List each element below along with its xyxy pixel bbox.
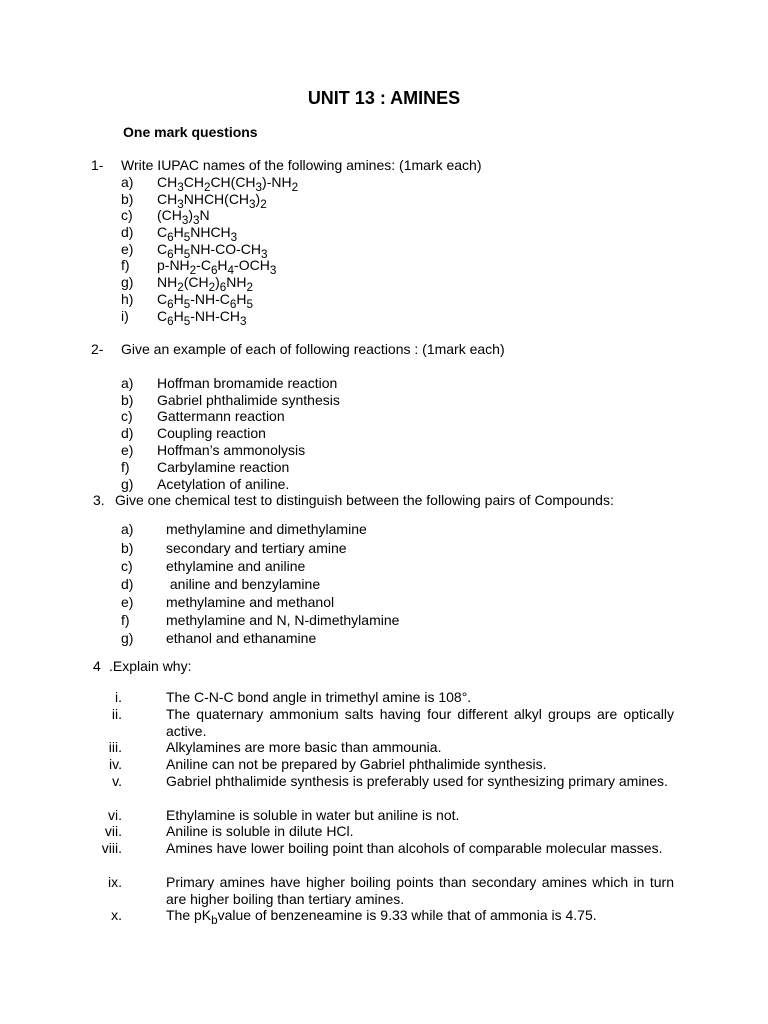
q3-item-label: a) xyxy=(121,521,134,537)
q2-item-text: Acetylation of aniline. xyxy=(157,476,290,492)
q2-item-label: g) xyxy=(121,476,134,492)
q2-item-text: Hoffman’s ammonolysis xyxy=(157,442,306,458)
q2-item-text: Gattermann reaction xyxy=(157,408,285,424)
q4-item-label: viii. xyxy=(101,840,122,856)
q3-item-text: methylamine and N, N-dimethylamine xyxy=(166,612,400,628)
q4-item-label: ix. xyxy=(108,874,122,890)
q4-number: 4 xyxy=(93,658,101,674)
q4-item-label: ii. xyxy=(111,706,122,722)
q4-item-label: x. xyxy=(111,907,122,923)
q1-number: 1- xyxy=(91,157,104,173)
q4-item-label: iii. xyxy=(108,739,122,755)
q3-number: 3. xyxy=(93,492,105,508)
q2-item-label: a) xyxy=(121,375,134,391)
q1-item-label: h) xyxy=(121,291,134,307)
q4-item-text: Amines have lower boiling point than alcohols of comparable molecular masses. xyxy=(166,840,663,856)
q3-item-label: d) xyxy=(121,576,134,592)
q1-item-formula: $C_6H_5-NH-C_6H_5$ xyxy=(157,291,253,311)
q3-item-label: c) xyxy=(121,558,133,574)
q1-item-label: a) xyxy=(121,174,134,190)
q4-item-text: Gabriel phthalimide synthesis is preferably used for synthesizing primary amines. xyxy=(166,773,668,789)
q1-item-label: b) xyxy=(121,191,134,207)
q1-item-label: i) xyxy=(121,308,129,324)
q1-item-label: e) xyxy=(121,241,134,257)
q1-item-label: c) xyxy=(121,207,133,223)
q1-item-formula: $CH_3NHCH(CH_3)_2$ xyxy=(157,191,267,211)
q1-item-formula: $p-NH_2-C_6H_4-OCH_3$ xyxy=(157,257,277,277)
q4-item-text: Ethylamine is soluble in water but aniline is not. xyxy=(166,807,460,823)
q2-item-text: Carbylamine reaction xyxy=(157,459,290,475)
section-subtitle: One mark questions xyxy=(123,124,258,140)
q4-item-label: v. xyxy=(112,773,122,789)
q2-item-label: e) xyxy=(121,442,134,458)
q2-item-label: c) xyxy=(121,408,133,424)
q4-item-label: iv. xyxy=(109,756,122,772)
q2-item-text: Coupling reaction xyxy=(157,425,266,441)
q3-text: Give one chemical test to distinguish between the following pairs of Compounds: xyxy=(115,492,614,508)
q2-item-label: d) xyxy=(121,425,134,441)
q4-item-text: Aniline is soluble in dilute HCl. xyxy=(166,823,354,839)
q3-item-text: methylamine and dimethylamine xyxy=(166,521,367,537)
q4-text: .Explain why: xyxy=(109,658,192,674)
q3-item-label: e) xyxy=(121,594,134,610)
q2-item-text: Gabriel phthalimide synthesis xyxy=(157,392,340,408)
q4-item-text: Primary amines have higher boiling points than secondary amines which in turn are higher boiling than tertiary amines. xyxy=(166,874,674,907)
q4-item-label: vii. xyxy=(104,823,122,839)
q3-item-text: methylamine and methanol xyxy=(166,594,335,610)
q1-item-label: f) xyxy=(121,257,130,273)
q4-item-text: The quaternary ammonium salts having four different alkyl groups are optically active. xyxy=(166,706,674,739)
page-title: UNIT 13 : AMINES xyxy=(307,88,461,108)
q2-item-text: Hoffman bromamide reaction xyxy=(157,375,338,391)
q4-item-label: i. xyxy=(115,689,122,705)
q1-text: Write IUPAC names of the following amines: (1mark each) xyxy=(121,157,482,173)
q1-item-formula: $(CH_3)_3N$ xyxy=(157,207,210,227)
q1-item-formula: $NH_2(CH_2)_6NH_2$ xyxy=(157,274,253,294)
q4-item-text: The $pK_bvalue$ of benzeneamine is 9.33 while that of ammonia is 4.75. xyxy=(166,907,597,927)
q4-item-text: The C-N-C bond angle in trimethyl amine is 108°. xyxy=(166,689,472,705)
q3-item-label: g) xyxy=(121,630,134,646)
q1-item-formula: $C_6H_5-NH-CH_3$ xyxy=(157,308,247,328)
q3-item-text: secondary and tertiary amine xyxy=(166,540,347,556)
q1-item-formula: $C_6H_5NHCH_3$ xyxy=(157,224,238,244)
q3-item-text: aniline and benzylamine xyxy=(166,576,321,592)
q2-number: 2- xyxy=(91,341,104,357)
q1-item-label: g) xyxy=(121,274,134,290)
q4-item-label: vi. xyxy=(108,807,122,823)
q4-item-text: Aniline can not be prepared by Gabriel phthalimide synthesis. xyxy=(166,756,547,772)
q3-item-text: ethanol and ethanamine xyxy=(166,630,317,646)
q3-item-text: ethylamine and aniline xyxy=(166,558,306,574)
q3-item-label: f) xyxy=(121,612,130,628)
q2-item-label: f) xyxy=(121,459,130,475)
q4-item-text: Alkylamines are more basic than ammounia. xyxy=(166,739,442,755)
q1-item-label: d) xyxy=(121,224,134,240)
q1-item-formula: $CH_3CH_2CH(CH_3)-NH_2$ xyxy=(157,174,299,194)
q2-item-label: b) xyxy=(121,392,134,408)
q2-text: Give an example of each of following reactions : (1mark each) xyxy=(121,341,505,357)
q3-item-label: b) xyxy=(121,540,134,556)
q1-item-formula: $C_6H_5NH-CO-CH_3$ xyxy=(157,241,268,261)
